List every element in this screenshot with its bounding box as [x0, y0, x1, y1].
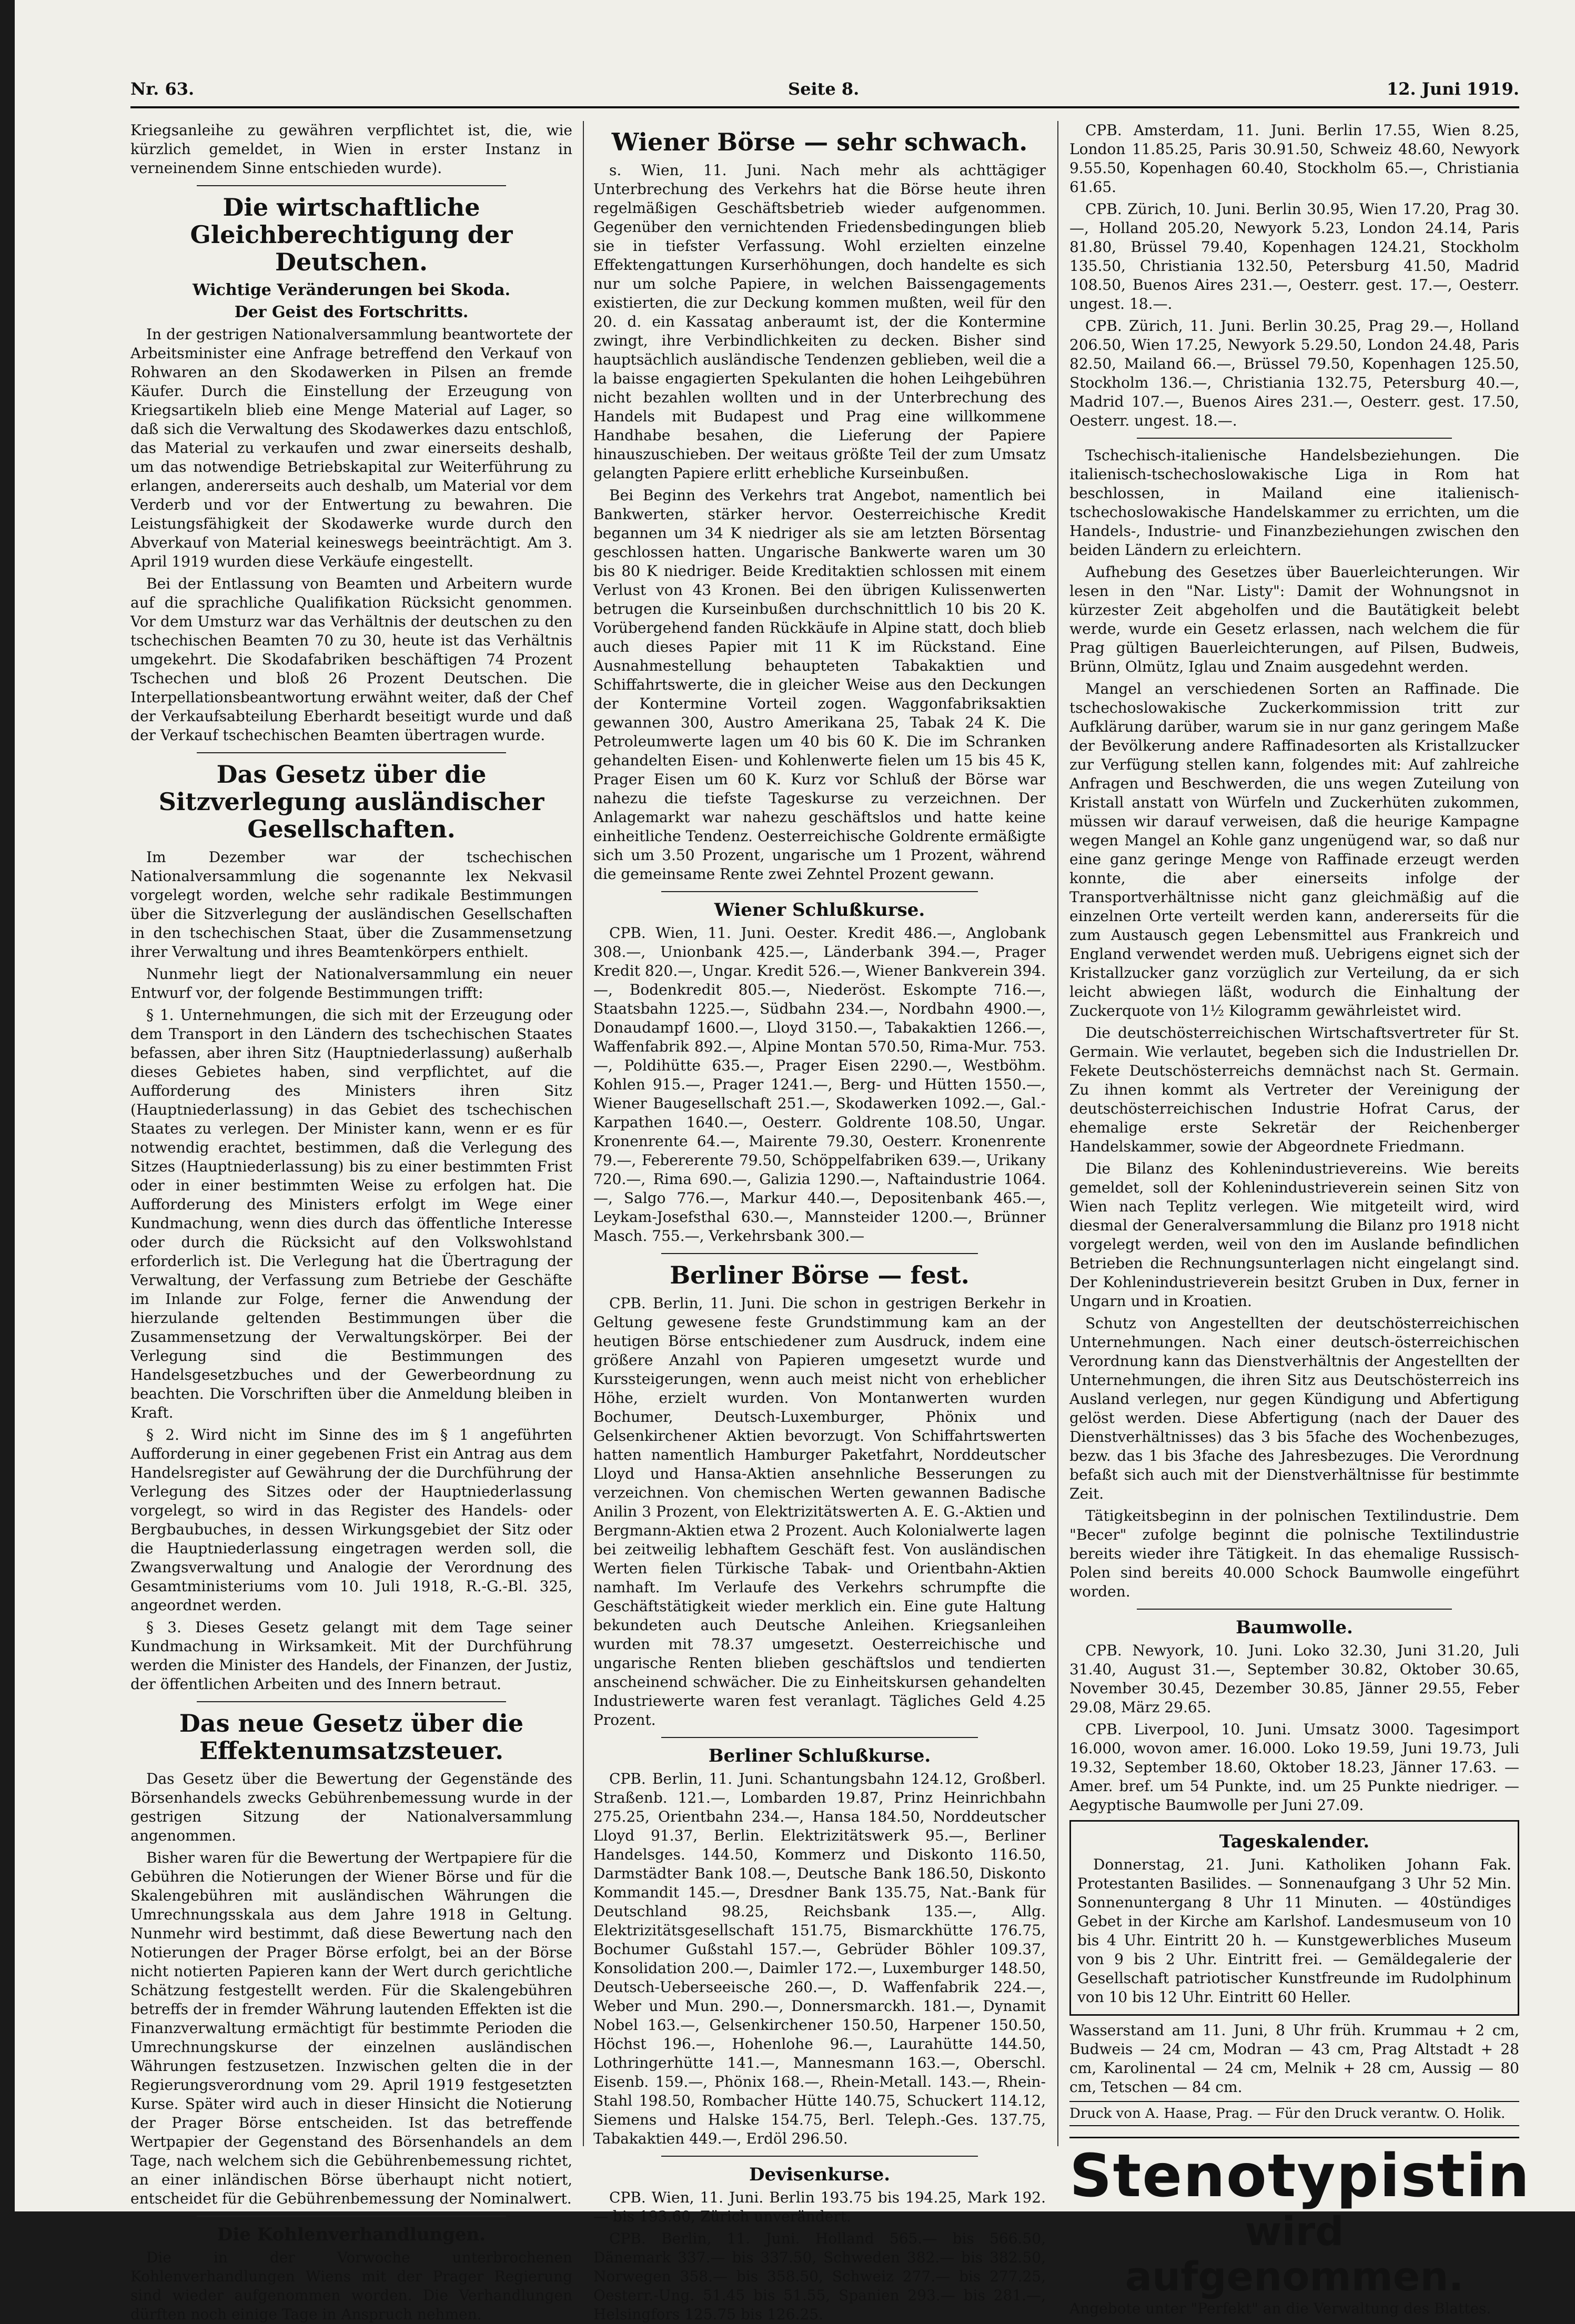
article-title: Berliner Börse — fest.	[670, 1261, 970, 1289]
news-item: Die deutschösterreichischen Wirtschaftsvertreter für St. Germain. Wie verlautet, begeben sich die Industriellen Dr. Fekete Deutschösterreichs demnächst nach St. Germain. Zu ihnen kommt als Vertreter der Vereinigung der deutschösterreichischen Industrie Hofrat Carus, der ehemalige erste Sekretär der Reichenberger Handelskammer, sowie der Abgeordnete Friedmann.	[1069, 1024, 1519, 1155]
news-item: Tschechisch-italienische Handelsbeziehungen. Die italienisch-tschechoslowakische Liga in Rom hat beschlossen, in Mailand eine italienisch-tschechoslowakische Handelskammer zu errichten, um die Handels-, Industrie- und Finanzbeziehungen zwischen den beiden Ländern zu erleichtern.	[1069, 447, 1519, 559]
article-paragraph: Die in der Vorwoche unterbrochenen Kohlenverhandlungen Wiens mit der Prager Regierung sind wieder aufgenommen worden. Die Verhandlungen dürften noch einige Tage in Anspruch nehmen.	[130, 2249, 572, 2323]
newspaper-page	[15, 0, 1575, 2323]
column-3	[1069, 121, 1531, 2317]
quote-list: CPB. Zürich, 10. Juni. Berlin 30.95, Wien 17.20, Prag 30.—, Holland 205.20, Newyork 5.23, London 24.14, Paris 81.80, Brüssel 79.40, Kopenhagen 124.21, Stockholm 135.50, Christiania 132.50, Petersburg 41.50, Madrid 108.50, Buenos Aires 231.—, Oesterr. gest. 17.—, Oesterr. ungest. 18.—.	[1069, 200, 1519, 312]
quote-list: CPB. Berlin, 11. Juni. Schantungsbahn 124.12, Großberl. Straßenb. 121.—, Lombarden 19.87, Prinz Heinrichbahn 275.25, Orientbahn 234.—, Hansa 184.50, Norddeutscher Lloyd 91.37, Berlin. Elektrizitätswerk 95.—, Berliner Handelsges. 144.50, Kommerz und Diskonto 116.50, Darmstädter Bank 108.—, Deutsche Bank 186.50, Diskonto Kommandit 145.—, Dresdner Bank 135.75, Nat.-Bank für Deutschland 98.25, Reichsbank 135.—, Allg. Elektrizitätsgesellschaft 151.75, Bismarckhütte 176.75, Bochumer Gußstahl 157.—, Gebrüder Böhler 109.37, Konsolidation 200.—, Daimler 172.—, Luxemburger 148.50, Deutsch-Ueberseeische 260.—, D. Waffenfabrik 224.—, Weber und Mun. 290.—, Donnersmarckh. 181.—, Dynamit Nobel 163.—, Gelsenkirchener 150.50, Harpener 150.50, Höchst 196.—, Hohenlohe 96.—, Laurahütte 144.50, Lothringerhütte 141.—, Mannesmann 163.—, Oberschl. Eisenb. 159.—, Phönix 168.—, Rhein-Metall. 143.—, Rhein-Stahl 198.50, Rombacher Hütte 140.75, Schuckert 114.12, Siemens und Halske 154.75, Berl. Teleph.-Ges. 137.75, Tabakaktien 449.—, Erdöl 296.50.	[593, 1770, 1046, 2147]
article-paragraph: Bei der Entlassung von Beamten und Arbeitern wurde auf die sprachliche Qualifikation Rücksicht genommen. Vor dem Umsturz war das Verhältnis der deutschen zu den tschechischen Beamten 70 zu 30, heute ist das Verhältnis umgekehrt. Die Skodafabriken beschäftigen 74 Prozent Tschechen und bloß 26 Prozent Deutschen. Die Interpellationsbeantwortung erwähnt weiter, daß der Chef der Verkaufsabteilung Eberhardt beseitigt wurde und daß der Verkauf tschechischen Beamten übertragen wurde.	[130, 575, 572, 744]
quote-list: CPB. Wien, 11. Juni. Berlin 193.75 bis 194.25, Mark 192.— bis 193.60, Zürich unverändert.	[593, 2189, 1046, 2225]
news-item: Tätigkeitsbeginn in der polnischen Textilindustrie. Dem "Becer" zufolge beginnt die polnische Textilindustrie bereits wieder ihre Tätigkeit. In das ehemalige Russisch-Polen sind bereits 40.000 Schock Baumwolle eingeführt worden.	[1069, 1507, 1519, 1600]
ad-text: Angebote unter "Perfekt" an die Verwaltung des Blattes.	[1069, 2300, 1491, 2317]
article-paragraph: § 1. Unternehmungen, die sich mit der Erzeugung oder dem Transport in den Ländern des tschechischen Staates befassen, aber ihren Sitz (Hauptniederlassung) außerhalb dieses Gebietes haben, sind verpflichtet, auf die Aufforderung des Ministers ihren Sitz (Hauptniederlassung) in das Gebiet des tschechischen Staates zu verlegen. Der Minister kann, wenn er es für notwendig erachtet, bestimmen, daß die Verlegung des Sitzes (Hauptniederlassung) bis zu einer bestimmten Frist oder in einer bestimmten Weise zu erfolgen hat. Die Aufforderung des Ministers erfolgt im Wege einer Kundmachung, wenn dies durch das öffentliche Interesse oder durch die Rücksicht auf den Volkswohlstand erforderlich ist. Die Verlegung hat die Übertragung der Verwaltung, der Verfassung zum Betriebe der Geschäfte im Inlande zur Folge, ferner die Anwendung der hierzulande geltenden Bestimmungen über die Zusammensetzung der Verwaltungskörper. Bei der Verlegung sind die Bestimmungen des Handelsgesetzbuches und der Gewerbeordnung zu beachten. Die Vorschriften über die Anmeldung bleiben in Kraft.	[130, 1006, 572, 1421]
article-title: Das neue Gesetz über die Effektenumsatzsteuer.	[179, 1709, 524, 1765]
article-paragraph: § 2. Wird nicht im Sinne des im § 1 angeführten Aufforderung in einer gegebenen Frist ein Antrag aus dem Handelsregister auf Gewährung der die Durchführung der Verlegung des Sitzes oder der Hauptniederlassung vorgelegt, so wird in das Register des Handels- oder Bergbaubuches, in dessen Wirkungsgebiet der Sitz oder die Hauptniederlassung eingetragen werden soll, die Zwangsverwaltung und Analogie der Verordnung des Gesamtministeriums vom 10. Juli 1918, R.-G.-Bl. 325, angeordnet werden.	[130, 1426, 572, 1614]
separator	[197, 752, 506, 753]
printer-imprint: Druck von A. Haase, Prag. — Für den Druck verantw. O. Holik.	[1069, 2101, 1519, 2126]
separator	[197, 185, 506, 186]
quote-list: CPB. Zürich, 11. Juni. Berlin 30.25, Prag 29.—, Holland 206.50, Wien 17.25, Newyork 5.29.50, London 24.48, Paris 82.50, Mailand 66.—, Brüssel 79.50, Kopenhagen 125.50, Stockholm 136.—, Christiania 132.75, Petersburg 40.—, Madrid 107.—, Buenos Aires 231.—, Oesterr. gest. 17.50, Oesterr. ungest. 18.—.	[1069, 317, 1519, 429]
section-title: Tageskalender.	[1219, 1831, 1370, 1852]
article-paragraph: § 3. Dieses Gesetz gelangt mit dem Tage seiner Kundmachung in Wirksamkeit. Mit der Durchführung werden die Minister des Handels, der Finanzen, der Justiz, der öffentlichen Arbeiten und des Innern betraut.	[130, 1619, 572, 1693]
news-item: Mangel an verschiedenen Sorten an Raffinade. Die tschechoslowakische Zuckerkommission tritt zur Aufklärung darüber, warum sie in nur ganz geringem Maße der Bevölkerung andere Raffinadesorten als Kristallzucker zur Verfügung stellen kann, folgendes mit: Auf zahlreiche Anfragen und Beschwerden, die uns wegen Zuteilung von Kristall anstatt von Würfeln und Zuckerhüten zukommen, müssen wir darauf verweisen, daß die heurige Kampagne wegen Mangel an Kohle ganz ungenügend war, so daß nur eine ganz geringe Menge von Raffinade erzeugt werden konnte, die aber einerseits infolge der Transportverhältnisse nicht ganz gleichmäßig auf die einzelnen Orte verteilt werden kann, andererseits für die zum Austausch gegen Lebensmittel aus Frankreich und England verwendet werden muß. Uebrigens eignet sich der Kristallzucker ganz vorzüglich zur Verteilung, da er sich leicht abwiegen läßt, wodurch die Einhaltung der Zuckerquote von 1½ Kilogramm gewährleistet wird.	[1069, 680, 1519, 1019]
quote-list: CPB. Newyork, 10. Juni. Loko 32.30, Juni 31.20, Juli 31.40, August 31.—, September 30.82, Oktober 30.65, November 30.45, Dezember 30.85, Jänner 29.55, Feber 29.08, März 29.65.	[1069, 1642, 1519, 1716]
separator	[1137, 438, 1452, 439]
column-1	[130, 121, 572, 2323]
separator	[661, 2156, 978, 2157]
column-2	[593, 121, 1046, 2323]
page-header	[130, 79, 1519, 110]
page-number: Seite 8.	[788, 79, 860, 99]
quote-list: CPB. Berlin, 11. Juni. Holland 565.— bis 566.50, Dänemark 337.— bis 337.50, Schweden 382.— bis 382.50, Norwegen 358.— bis 358.50, Schweiz 277.— bis 277.25, Oesterr.-Ung. 51.45 bis 51.55, Spanien 293.— bis 281.—, Helsingfors 125.75 bis 126.25.	[593, 2230, 1046, 2323]
news-item: Schutz von Angestellten der deutschösterreichischen Unternehmungen. Nach einer deutsch-österreichischen Verordnung kann das Dienstverhältnis der Angestellten der Unternehmungen, die ihren Sitz aus Deutschösterreich ins Ausland verlegen, nur gegen Kündigung und Abfertigung gelöst werden. Diese Abfertigung (nach der Dauer des Dienstverhältnisses) das 3 bis 5fache des Wochenbezuges, bezw. das 1 bis 3fache des Jahresbezuges. Die Verordnung befaßt sich auch mit der Dienstverhältnisse für bestimmte Zeit.	[1069, 1315, 1519, 1502]
classified-ad	[1069, 2137, 1531, 2318]
separator	[661, 1737, 978, 1738]
article-title: Die Kohlenverhandlungen.	[217, 2224, 486, 2245]
separator	[197, 1701, 506, 1702]
news-item: Aufhebung des Gesetzes über Bauerleichterungen. Wir lesen in den "Nar. Listy": Damit der Wohnungsnot in kürzester Zeit abgeholfen und die Bautätigkeit belebt werde, wurde ein Gesetz erlassen, nach welchem die für Prag gültigen Bauerleichterungen, auf Pilsen, Budweis, Brünn, Olmütz, Iglau und Znaim ausgedehnt werden.	[1069, 563, 1519, 675]
ad-subheadline: wird aufgenommen.	[1125, 2208, 1464, 2300]
quote-list: CPB. Amsterdam, 11. Juni. Berlin 17.55, Wien 8.25, London 11.85.25, Paris 30.91.50, Schweiz 48.60, Newyork 9.55.50, Kopenhagen 60.40, Stockholm 65.—, Christiania 61.65.	[1069, 122, 1519, 196]
article-paragraph: Bisher waren für die Bewertung der Wertpapiere für die Gebühren die Notierungen der Wiener Börse und für die Skalengebühren mit ausländischen Währungen die Umrechnungsskala aus dem Jahre 1918 in Geltung. Nunmehr wird bestimmt, daß diese Bewertung nach den Notierungen der Prager Börse erfolgt, bei an der Börse nicht notierten Papieren kann der Wert durch gerichtliche Schätzung festgestellt werden. Für die Skalengebühren betreffs der in fremder Währung lautenden Effekten ist die Finanzverwaltung ermächtigt für bestimmte Perioden die Umrechnungskurse der einzelnen ausländischen Währungen festzusetzen. Inzwischen gelten die in der Regierungsverordnung vom 29. April 1919 festgesetzten Kurse. Später wird auch in dieser Hinsicht die Notierung der Prager Börse entscheiden. Ist das betreffende Wertpapier der Gegenstand des Börsenhandels an dem Tage, nach welchem sich die Gebührenbemessung richtet, an einer inländischen Börse überhaupt nicht notiert, entscheidet für die Gebührenbemessung der Nominalwert.	[130, 1849, 572, 2207]
article-title: Berliner Schlußkurse.	[708, 1745, 931, 1766]
article-paragraph: Im Dezember war der tschechischen Nationalversammlung die sogenannte lex Nekvasil vorgelegt worden, welche sehr radikale Bestimmungen über die Sitzverlegung der ausländischen Gesellschaften in den tschechischen Staat, über die Zusammensetzung ihrer Verwaltung und ihres Beamtenkörpers enthielt.	[130, 848, 572, 961]
separator	[197, 2216, 506, 2217]
separator	[661, 1253, 978, 1254]
water-level-text: Wasserstand am 11. Juni, 8 Uhr früh. Krummau + 2 cm, Budweis — 24 cm, Modran — 43 cm, Prag Altstadt + 28 cm, Karolinental — 24 cm, Melnik + 28 cm, Aussig — 80 cm, Tetschen — 84 cm.	[1069, 2022, 1519, 2096]
article-continuation: Kriegsanleihe zu gewähren verpflichtet ist, die, wie kürzlich gemeldet, in Wien in erster Instanz in verneinendem Sinne entschieden wurde).	[130, 122, 572, 177]
column-divider	[1057, 121, 1058, 2146]
article-paragraph: s. Wien, 11. Juni. Nach mehr als achttägiger Unterbrechung des Verkehrs hat die Börse heute ihren regelmäßigen Geschäftsbetrieb wieder aufgenommen. Gegenüber den vernichtenden Friedensbedingungen blieb sie in tiefster Verfassung. Wohl erzielten einzelne Effektengattungen Kurserhöhungen, doch handelte es sich nur um solche Papiere, in welchen Baissengagements existierten, die zur Deckung kommen mußten, weil für den 20. d. ein Kassatag anberaumt ist, der die Kontermine zwingt, ihre Verbindlichkeiten zu decken. Bisher sind hauptsächlich ausländische Tendenzen geblieben, weil die a la baisse engagierten Spekulanten die hohen Leihgebühren nicht bezahlen wollten und in der Unterbrechung des Handels mit Budapest und Prag eine willkommene Handhabe besahen, die Lieferung der Papiere hinauszuschieben. Der weitaus größte Teil der zum Umsatz gelangten Papiere erlitt erhebliche Kurseinbußen.	[593, 161, 1046, 482]
article-title: Wiener Börse — sehr schwach.	[611, 128, 1028, 156]
calendar-box	[1069, 1820, 1519, 2016]
page-content	[130, 68, 1531, 2323]
article-paragraph: Das Gesetz über die Bewertung der Gegenstände des Börsenhandels zwecks Gebührenbemessung wurde in der gestrigen Sitzung der Nationalversammlung angenommen.	[130, 1770, 572, 1844]
calendar-text: Donnerstag, 21. Juni. Katholiken Johann Fak. Protestanten Basilides. — Sonnenaufgang 3 Uhr 52 Min. Sonnenuntergang 8 Uhr 11 Minuten. — 40stündiges Gebet in der Kirche am Karlshof. Landesmuseum von 10 bis 4 Uhr. Eintritt 20 h. — Kunstgewerbliches Museum von 9 bis 2 Uhr. Eintritt frei. — Gemäldegalerie der Gesellschaft patriotischer Kunstfreunde im Rudolphinum von 10 bis 12 Uhr. Eintritt 60 Heller.	[1077, 1856, 1511, 2006]
quote-list: CPB. Wien, 11. Juni. Oester. Kredit 486.—, Anglobank 308.—, Unionbank 425.—, Länderbank 394.—, Prager Kredit 820.—, Ungar. Kredit 526.—, Wiener Bankverein 394.—, Bodenkredit 805.—, Niederöst. Eskompte 716.—, Staatsbahn 1225.—, Südbahn 234.—, Nordbahn 4900.—, Donaudampf 1600.—, Lloyd 3150.—, Tabakaktien 1266.—, Waffenfabrik 892.—, Alpine Montan 570.50, Rima-Mur. 753.—, Poldihütte 635.—, Prager Eisen 2290.—, Westböhm. Kohlen 915.—, Prager 1241.—, Berg- und Hütten 1550.—, Wiener Baugesellschaft 251.—, Skodawerken 1092.—, Gal.-Karpathen 1640.—, Oesterr. Goldrente 108.50, Ungar. Kronenrente 64.—, Mairente 79.30, Oesterr. Kronenrente 79.—, Febererente 79.50, Schöppelfabriken 639.—, Urikany 720.—, Rima 690.—, Galizia 1290.—, Naftaindustrie 1064.—, Salgo 776.—, Markur 440.—, Depositenbank 465.—, Leykam-Josefsthal 630.—, Mannsteider 1200.—, Brünner Masch. 755.—, Verkehrsbank 300.—	[593, 924, 1046, 1245]
news-item: Die Bilanz des Kohlenindustrievereins. Wie bereits gemeldet, soll der Kohlenindustrieverein seinen Sitz von Wien nach Teplitz verlegen. Wie mitgeteilt wird, wird diesmal der Generalversammlung die Bilanz pro 1918 nicht vorgelegt werden, weil von den im Auslande befindlichen Betrieben die Rechnungsunterlagen nicht eingelangt sind. Der Kohlenindustrieverein besitzt Gruben in Dux, ferner in Ungarn und in Kroatien.	[1069, 1160, 1519, 1310]
header-rule	[130, 106, 1519, 108]
column-divider	[583, 121, 584, 2146]
article-title: Die wirtschaftliche Gleichberechtigung der Deutschen.	[190, 193, 513, 276]
quote-list: CPB. Liverpool, 10. Juni. Umsatz 3000. Tagesimport 16.000, wovon amer. 16.000. Loko 19.59, Juni 19.73, Juli 19.32, September 18.60, Oktober 18.23, Jänner 17.63. — Amer. bref. um 54 Punkte, ind. um 25 Punkte niedriger. — Aegyptische Baumwolle per Juni 27.09.	[1069, 1721, 1519, 1814]
separator	[661, 891, 978, 892]
article-title: Wiener Schlußkurse.	[714, 900, 925, 921]
article-title: Devisenkurse.	[749, 2164, 891, 2185]
article-paragraph: Nunmehr liegt der Nationalversammlung ein neuer Entwurf vor, der folgende Bestimmungen trifft:	[130, 965, 572, 1002]
article-paragraph: In der gestrigen Nationalversammlung beantwortete der Arbeitsminister eine Anfrage betreffend den Verkauf von Rohwaren an den Skodawerken in Pilsen an fremde Käufer. Durch die Einstellung der Erzeugung von Kriegsartikeln blieb eine Menge Material auf Lager, so daß sich die Verwaltung des Skodawerkes dazu entschloß, das Material zu verkaufen und zwar einerseits deshalb, um das notwendige Betriebskapital zur Weiterführung zu erlangen, andererseits auch deshalb, um Material vor dem Verderb und vor der Entwertung zu bewahren. Die Leistungsfähigkeit der Skodawerke wurde durch den Abverkauf von Material keineswegs beeinträchtigt. Am 3. April 1919 wurden diese Verkäufe eingestellt.	[130, 326, 572, 570]
article-subtitle: Der Geist des Fortschritts.	[234, 303, 469, 321]
ad-headline: Stenotypistin	[1069, 2142, 1531, 2210]
article-paragraph: Bei Beginn des Verkehrs trat Angebot, namentlich bei Bankwerten, stärker hervor. Oesterreichische Kredit begannen um 34 K niedriger als sie am letzten Börsentag geschlossen hatten. Ungarische Bankwerte waren um 30 bis 80 K niedriger. Beide Kreditaktien schlossen mit einem Verlust von 43 Kronen. Bei den übrigen Kulissenwerten betrugen die Kurseinbußen durchschnittlich 10 bis 20 K. Vorübergehend fanden Rückkäufe in Alpine statt, doch blieb auch dieses Papier mit 11 K im Rückstand. Eine Ausnahmestellung behaupteten Tabakaktien und Schiffahrtswerte, die in gleicher Weise aus den Deckungen der Kontermine Vorteil zogen. Waggonfabriksaktien gewannen 300, Austro Amerikana 25, Tabak 24 K. Die Petroleumwerte lagen um 40 bis 60 K. Die im Schranken gehandelten Eisen- und Kohlenwerte fielen um 15 bis 45 K, Prager Eisen um 60 K. Kurz vor Schluß der Börse war nahezu die tiefste Tageskurse zu verzeichnen. Der Anlagemarkt war nahezu geschäftslos und hatte keine einheitliche Tendenz. Oesterreichische Goldrente ermäßigte sich um 3.50 Prozent, ungarische um 1 Prozent, während die gemeinsame Rente zwei Zehntel Prozent gewann.	[593, 487, 1046, 883]
separator	[1137, 1609, 1452, 1610]
issue-number: Nr. 63.	[130, 79, 195, 99]
article-title: Das Gesetz über die Sitzverlegung ausländischer Gesellschaften.	[158, 760, 544, 843]
issue-date: 12. Juni 1919.	[1387, 79, 1519, 99]
section-title: Baumwolle.	[1236, 1617, 1353, 1638]
article-paragraph: CPB. Berlin, 11. Juni. Die schon in gestrigen Berkehr in Geltung gewesene feste Grundstimmung kam an der heutigen Börse entschiedener zum Ausdruck, indem eine größere Anzahl von Papieren umgesetzt wurde und Kurssteigerungen, wenn auch meist nicht von erheblicher Höhe, erzielt wurden. Von Montanwerten wurden Bochumer, Deutsch-Luxemburger, Phönix und Gelsenkirchener Aktien bevorzugt. Von Schiffahrtswerten hatten namentlich Hamburger Paketfahrt, Norddeutscher Lloyd und Hansa-Aktien ansehnliche Besserungen zu verzeichnen. Von chemischen Werten gewannen Badische Anilin 3 Prozent, von Elektrizitätswerten A. E. G.-Aktien und Bergmann-Aktien etwa 2 Prozent. Auch Kolonialwerte lagen bei zeitweilig lebhaftem Geschäft fest. Von ausländischen Werten fielen Türkische Tabak- und Orientbahn-Aktien namhaft. Im Verlaufe des Verkehrs schrumpfte die Geschäftstätigkeit wieder merklich ein. Eine gute Haltung bekundeten auch Deutsche Anleihen. Kriegsanleihen wurden mit 78.37 umgesetzt. Oesterreichische und ungarische Renten blieben geschäftslos und tendierten anscheinend schwächer. Die zu Einheitskursen gehandelten Industriewerte waren fest veranlagt. Tägliches Geld 4.25 Prozent.	[593, 1295, 1046, 1729]
article-subtitle: Wichtige Veränderungen bei Skoda.	[192, 281, 511, 299]
